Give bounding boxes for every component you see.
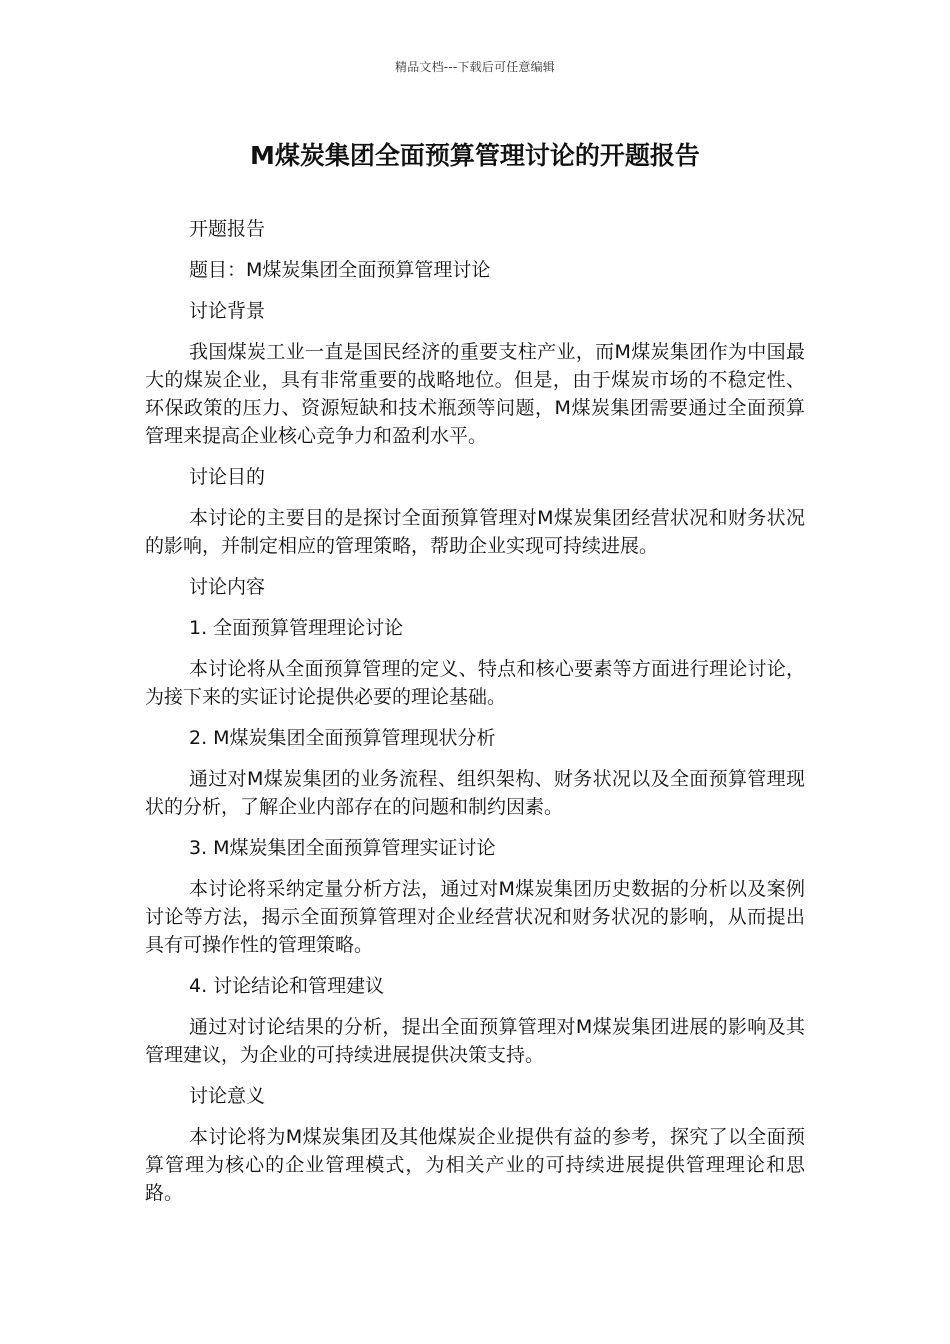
content-item-4-heading: 4. 讨论结论和管理建议 [189, 975, 385, 997]
content-item-2-heading: 2. M煤炭集团全面预算管理现状分析 [189, 727, 496, 749]
content-item-4-paragraph: 通过对讨论结果的分析，提出全面预算管理对M煤炭集团进展的影响及其管理建议，为企业的可持续进展提供决策支持。 [145, 1016, 805, 1066]
content-item-2-paragraph: 通过对M煤炭集团的业务流程、组织架构、财务状况以及全面预算管理现状的分析，了解企业内部存在的问题和制约因素。 [145, 768, 805, 818]
document-body [145, 215, 805, 1220]
section-heading-significance: 讨论意义 [189, 1085, 266, 1107]
content-item-3-paragraph: 本讨论将采纳定量分析方法，通过对M煤炭集团历史数据的分析以及案例讨论等方法，揭示全面预算管理对企业经营状况和财务状况的影响，从而提出具有可操作性的管理策略。 [145, 878, 805, 956]
header-note: 精品文档---下载后可任意编辑 [395, 60, 555, 74]
section-heading-content: 讨论内容 [189, 576, 266, 598]
content-item-3-heading: 3. M煤炭集团全面预算管理实证讨论 [189, 837, 496, 859]
topic-line: 题目：M煤炭集团全面预算管理讨论 [189, 259, 491, 281]
paragraph-background: 我国煤炭工业一直是国民经济的重要支柱产业，而M煤炭集团作为中国最大的煤炭企业，具有非常重要的战略地位。但是，由于煤炭市场的不稳定性、环保政策的压力、资源短缺和技术瓶颈等问题，M煤炭集团需要通过全面预算管理来提高企业核心竞争力和盈利水平。 [145, 341, 805, 447]
document-title: M煤炭集团全面预算管理讨论的开题报告 [250, 141, 700, 170]
content-item-1-heading: 1. 全面预算管理理论讨论 [189, 617, 404, 639]
paragraph-purpose: 本讨论的主要目的是探讨全面预算管理对M煤炭集团经营状况和财务状况的影响，并制定相应的管理策略，帮助企业实现可持续进展。 [145, 507, 805, 557]
section-label-report: 开题报告 [189, 218, 266, 240]
section-heading-background: 讨论背景 [189, 300, 266, 322]
content-item-1-paragraph: 本讨论将从全面预算管理的定义、特点和核心要素等方面进行理论讨论，为接下来的实证讨论提供必要的理论基础。 [145, 658, 805, 708]
paragraph-significance: 本讨论将为M煤炭集团及其他煤炭企业提供有益的参考，探究了以全面预算管理为核心的企业管理模式，为相关产业的可持续进展提供管理理论和思路。 [145, 1126, 805, 1204]
section-heading-purpose: 讨论目的 [189, 466, 266, 488]
